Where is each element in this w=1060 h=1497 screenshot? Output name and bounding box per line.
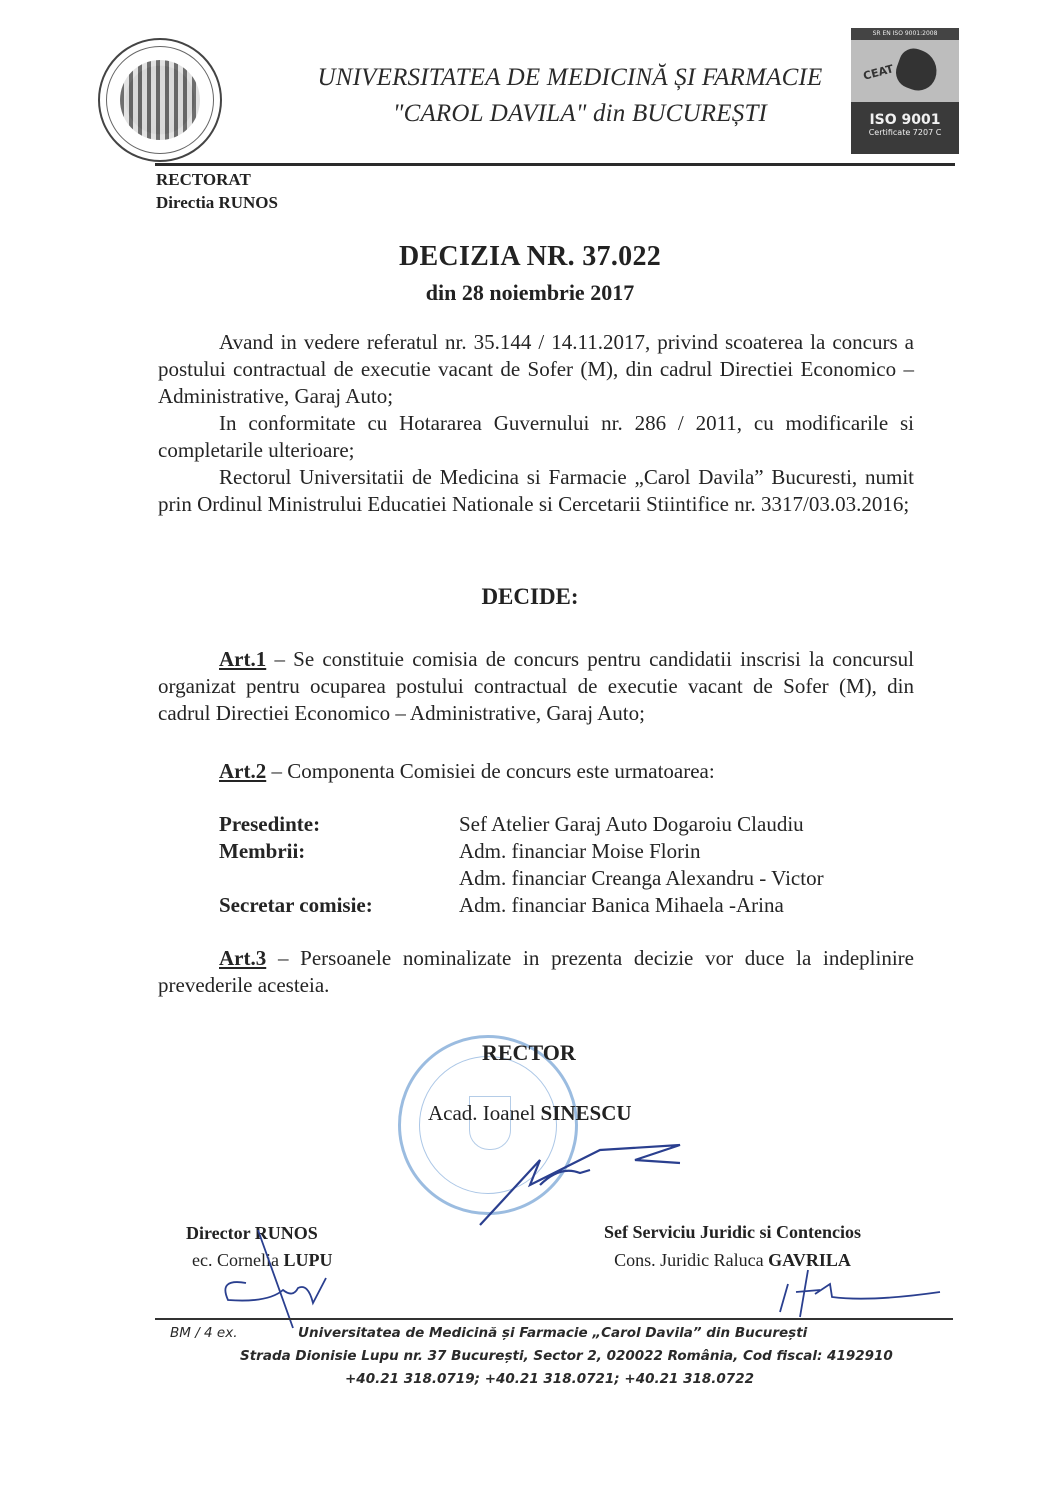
- committee-role: Secretar comisie:: [219, 893, 373, 917]
- copies-count: BM / 4 ex.: [170, 1325, 238, 1341]
- iso-badge: [851, 102, 959, 154]
- legal-surname: GAVRILA: [768, 1250, 851, 1270]
- rector-title: RECTOR: [482, 1040, 576, 1065]
- seal-building-image: [120, 60, 200, 140]
- ceat-logo: [851, 40, 959, 102]
- preamble-paragraph: In conformitate cu Hotararea Guvernului nr. 286 / 2011, cu modificarile si completarile ulterioare;: [158, 411, 914, 462]
- footer-line1: [160, 1322, 920, 1345]
- footer-phones: +40.21 318.0719; +40.21 318.0721; +40.21 318.0722: [345, 1371, 754, 1387]
- article-label: Art.2: [219, 759, 267, 783]
- article-3: [158, 945, 914, 999]
- preamble: [158, 329, 914, 518]
- university-seal-logo: [98, 38, 222, 162]
- committee-role: [219, 865, 459, 892]
- committee-role: Presedinte:: [219, 812, 321, 836]
- article-text: – Componenta Comisiei de concurs este urmatoarea:: [266, 759, 715, 783]
- department-name: RECTORAT: [156, 170, 251, 189]
- committee-person: Adm. financiar Creanga Alexandru - Victor: [459, 866, 824, 890]
- article-text: – Se constituie comisia de concurs pentru candidatii inscrisi la concursul organizat pentru ocuparea postului contractual de executie vacant de Sofer (M), din cadrul Directiei Economico – Administrative, Garaj Auto;: [158, 647, 914, 725]
- legal-signature-icon: [760, 1262, 950, 1322]
- committee-row: [219, 838, 824, 865]
- director-surname: LUPU: [283, 1250, 333, 1270]
- committee-person: Sef Atelier Garaj Auto Dogaroiu Claudiu: [459, 812, 804, 836]
- ceat-brand: CEAT: [861, 62, 895, 83]
- footer-university: Universitatea de Medicină și Farmacie „Carol Davila” din București: [298, 1325, 808, 1341]
- issuing-department: [156, 168, 278, 214]
- director-first-name: ec. Cornelia: [192, 1250, 284, 1270]
- committee-row: [219, 892, 824, 919]
- committee-row: [219, 865, 824, 892]
- preamble-paragraph: Avand in vedere referatul nr. 35.144 / 14.11.2017, privind scoaterea la concurs a postului contractual de executie vacant de Sofer (M), din cadrul Directiei Economico – Administrative, Garaj Auto;: [158, 330, 914, 408]
- footer: [160, 1322, 920, 1391]
- iso-standard: ISO 9001: [869, 112, 941, 128]
- legal-title: Sef Serviciu Juridic si Contencios: [604, 1222, 861, 1242]
- footer-divider: [155, 1318, 953, 1320]
- article-1: [158, 646, 914, 727]
- committee-list: [219, 811, 824, 919]
- legal-first-name: Cons. Juridic Raluca: [614, 1250, 769, 1270]
- directorate-name: Directia RUNOS: [156, 193, 278, 212]
- rector-first-name: Acad. Ioanel: [428, 1101, 541, 1125]
- decision-date: din 28 noiembrie 2017: [425, 280, 635, 305]
- article-label: Art.1: [219, 647, 267, 671]
- university-name: [290, 60, 850, 132]
- header-divider: [155, 163, 955, 166]
- decision-number: DECIZIA NR. 37.022: [398, 241, 662, 272]
- university-name-line1: UNIVERSITATEA DE MEDICINĂ ȘI FARMACIE: [317, 64, 823, 91]
- article-2: [158, 758, 914, 785]
- director-title: Director RUNOS: [186, 1223, 318, 1243]
- rector-name: [428, 1101, 632, 1126]
- article-label: Art.3: [219, 946, 267, 970]
- decide-heading: DECIDE:: [481, 584, 579, 609]
- committee-role: Membrii:: [219, 839, 306, 863]
- iso-certification-logo: [851, 28, 959, 154]
- committee-person: Adm. financiar Moise Florin: [459, 839, 701, 863]
- ceat-splash-icon: [891, 44, 942, 95]
- article-text: – Persoanele nominalizate in prezenta decizie vor duce la indeplinire prevederile acesteia.: [158, 946, 914, 997]
- iso-small-print: [851, 102, 959, 112]
- preamble-paragraph: Rectorul Universitatii de Medicina si Farmacie „Carol Davila” Bucuresti, numit prin Ordinul Ministrului Educatiei Nationale si Cercetarii Stiintifice nr. 3317/03.03.2016;: [158, 465, 914, 516]
- rector-surname: SINESCU: [540, 1101, 632, 1125]
- iso-certificate: Certificate 7207 C: [868, 128, 942, 137]
- committee-row: [219, 811, 824, 838]
- university-name-line2: "CAROL DAVILA" din BUCUREȘTI: [392, 100, 768, 127]
- committee-person: Adm. financiar Banica Mihaela -Arina: [459, 893, 784, 917]
- iso-logo-top-band: SR EN ISO 9001:2008: [851, 28, 959, 40]
- footer-address: Strada Dionisie Lupu nr. 37 București, Sector 2, 020022 România, Cod fiscal: 4192910: [240, 1348, 893, 1364]
